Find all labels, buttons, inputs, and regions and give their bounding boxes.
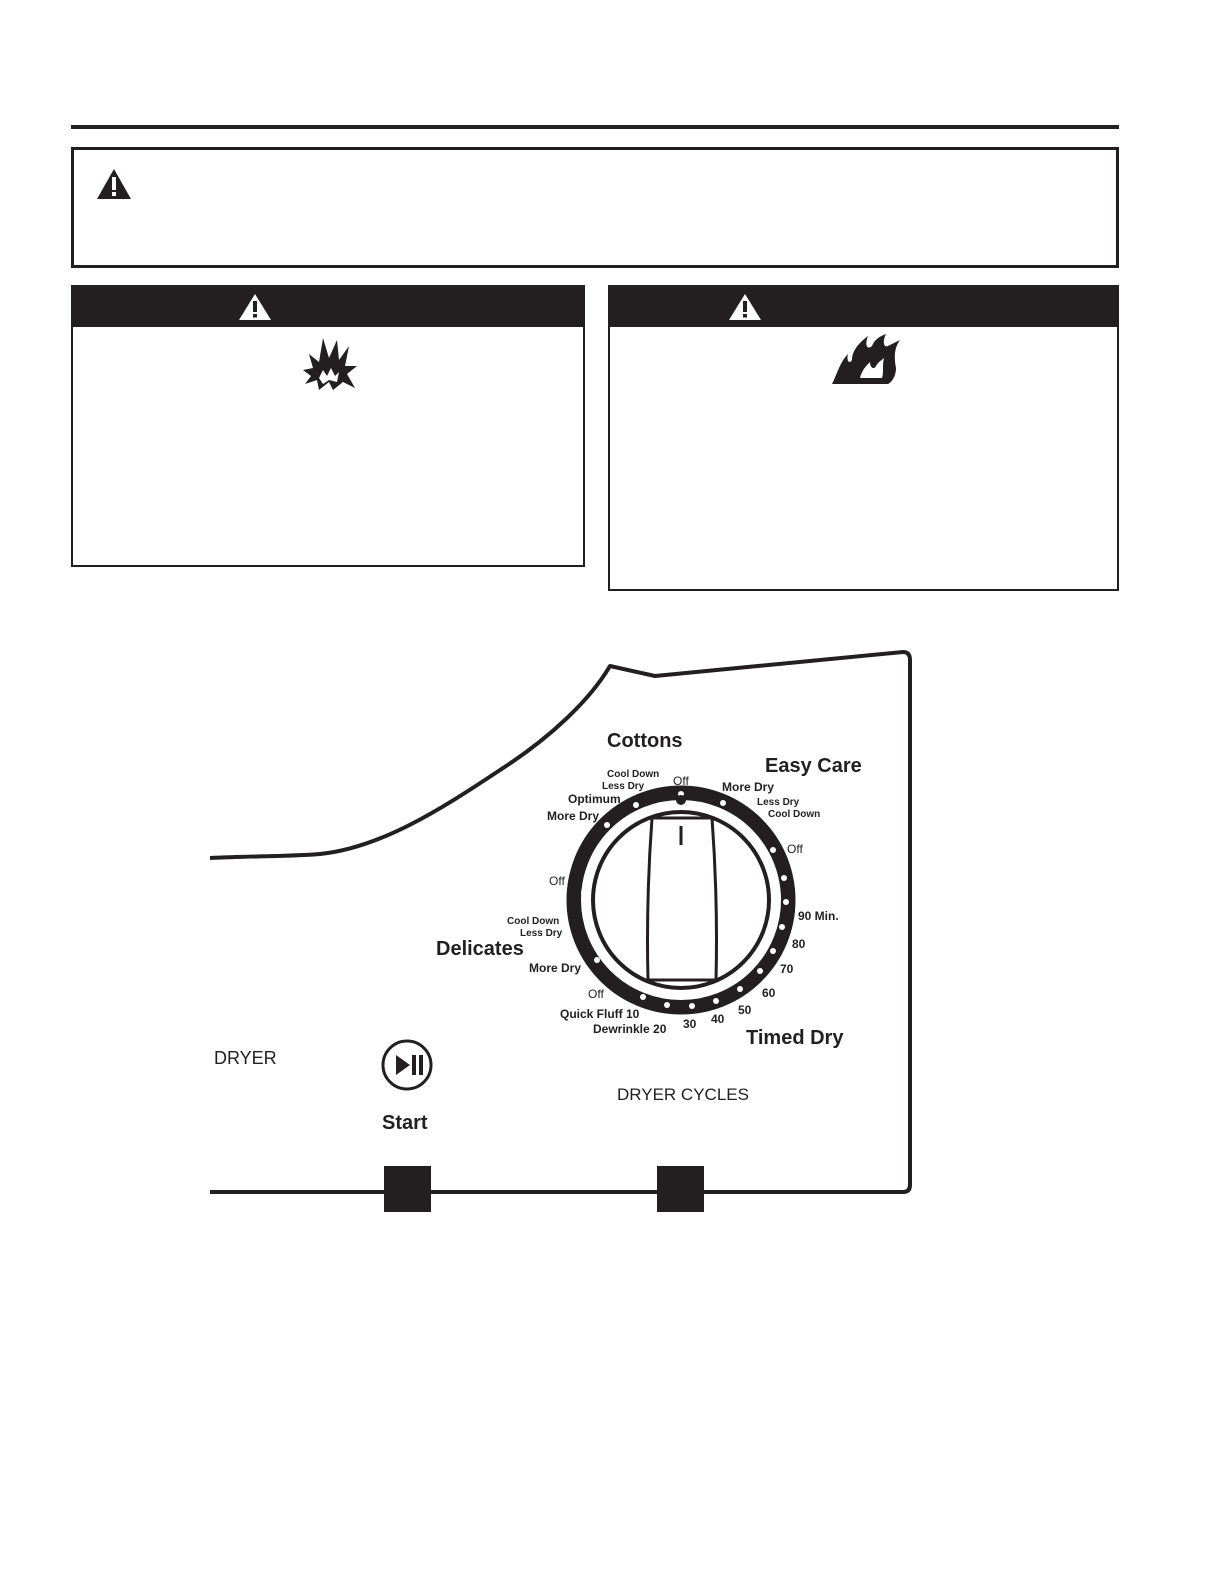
dial-position: Less Dry (602, 781, 645, 792)
group-easy-care: Easy Care (765, 755, 862, 777)
safety-information-box (71, 147, 1119, 268)
dial-position-off: Off (588, 987, 604, 1001)
dial-position: Optimum (568, 792, 621, 806)
start-button[interactable] (383, 1041, 431, 1089)
dial-position: More Dry (722, 780, 775, 794)
dial-position: Dewrinkle 20 (593, 1022, 667, 1036)
cycle-dial[interactable] (568, 787, 794, 1013)
dryer-control-panel (0, 600, 1225, 1250)
dial-position: Cool Down (607, 769, 660, 780)
start-button-label: Start (382, 1112, 428, 1134)
explosion-icon (299, 332, 359, 392)
panel-marker (384, 1166, 431, 1212)
dial-position: 70 (780, 962, 794, 976)
dial-position: More Dry (529, 961, 582, 975)
group-cottons: Cottons (607, 730, 683, 752)
dial-position: Quick Fluff 10 (560, 1007, 640, 1021)
dryer-label: DRYER (214, 1048, 277, 1068)
control-panel-outline (0, 600, 1225, 1250)
dial-position: Less Dry (757, 797, 800, 808)
dial-position-off: Off (673, 774, 689, 788)
dial-position: Less Dry (520, 928, 563, 939)
warning-triangle-icon (728, 293, 762, 321)
dial-position: 90 Min. (798, 909, 839, 923)
dial-position: Cool Down (507, 916, 560, 927)
dial-position: 50 (738, 1003, 752, 1017)
warning-triangle-icon (238, 293, 272, 321)
header-rule (71, 125, 1119, 129)
warning-box-fire (608, 285, 1119, 591)
dial-position: Cool Down (768, 809, 821, 820)
group-delicates: Delicates (436, 938, 524, 960)
group-timed-dry: Timed Dry (746, 1027, 844, 1049)
dial-position: 40 (711, 1012, 725, 1026)
dial-position: 60 (762, 986, 776, 1000)
dryer-cycles-label: DRYER CYCLES (617, 1085, 749, 1104)
dial-position: 80 (792, 937, 806, 951)
panel-marker (657, 1166, 704, 1212)
warning-triangle-icon (96, 168, 132, 200)
warning-header (610, 287, 1117, 327)
fire-icon (830, 332, 902, 384)
warning-header (73, 287, 583, 327)
warning-box-explosion (71, 285, 585, 567)
dial-position-off: Off (787, 842, 803, 856)
dial-position-off: Off (549, 874, 565, 888)
dial-position: More Dry (547, 809, 600, 823)
dial-position: 30 (683, 1017, 697, 1031)
